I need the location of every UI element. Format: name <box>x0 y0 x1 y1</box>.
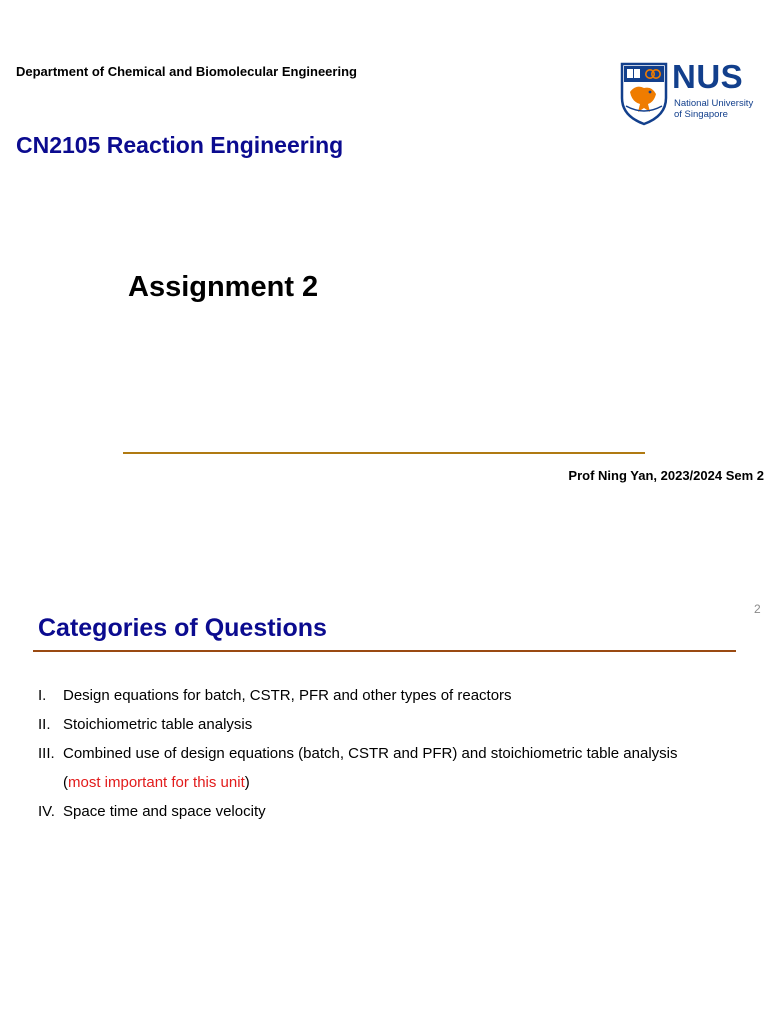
list-item-number: IV. <box>38 803 55 820</box>
list-item-number: III. <box>38 745 55 762</box>
page-number: 2 <box>754 602 761 616</box>
title-divider <box>123 452 645 454</box>
categories-heading: Categories of Questions <box>38 614 327 642</box>
logo-wordmark: NUS <box>672 58 744 95</box>
list-item-text: Space time and space velocity <box>63 803 266 820</box>
list-item <box>38 739 758 768</box>
list-item <box>38 797 758 826</box>
list-item-number: II. <box>38 716 51 733</box>
list-item-text: Design equations for batch, CSTR, PFR and other types of reactors <box>63 687 512 704</box>
instructor-line: Prof Ning Yan, 2023/2024 Sem 2 <box>568 468 764 483</box>
assignment-title: Assignment 2 <box>128 271 319 303</box>
note-open-paren: ( <box>63 774 68 791</box>
nus-logo <box>620 58 762 128</box>
logo-subtitle-line1: National University <box>674 98 754 109</box>
list-item-text: Combined use of design equations (batch, CSTR and PFR) and stoichiometric table analysis <box>63 745 678 762</box>
logo-subtitle-line2: of Singapore <box>674 109 728 120</box>
note-close-paren: ) <box>244 774 250 791</box>
highlight-note: most important for this unit <box>68 774 245 791</box>
question-category-list <box>38 681 758 826</box>
list-item-number: I. <box>38 687 47 704</box>
course-title: CN2105 Reaction Engineering <box>16 132 344 158</box>
list-item-note <box>38 768 758 797</box>
department-name: Department of Chemical and Biomolecular Engineering <box>16 64 357 79</box>
list-item <box>38 681 758 710</box>
list-item-text: Stoichiometric table analysis <box>63 716 253 733</box>
nus-shield-icon <box>620 62 668 126</box>
heading-divider <box>33 650 736 652</box>
list-item <box>38 710 758 739</box>
